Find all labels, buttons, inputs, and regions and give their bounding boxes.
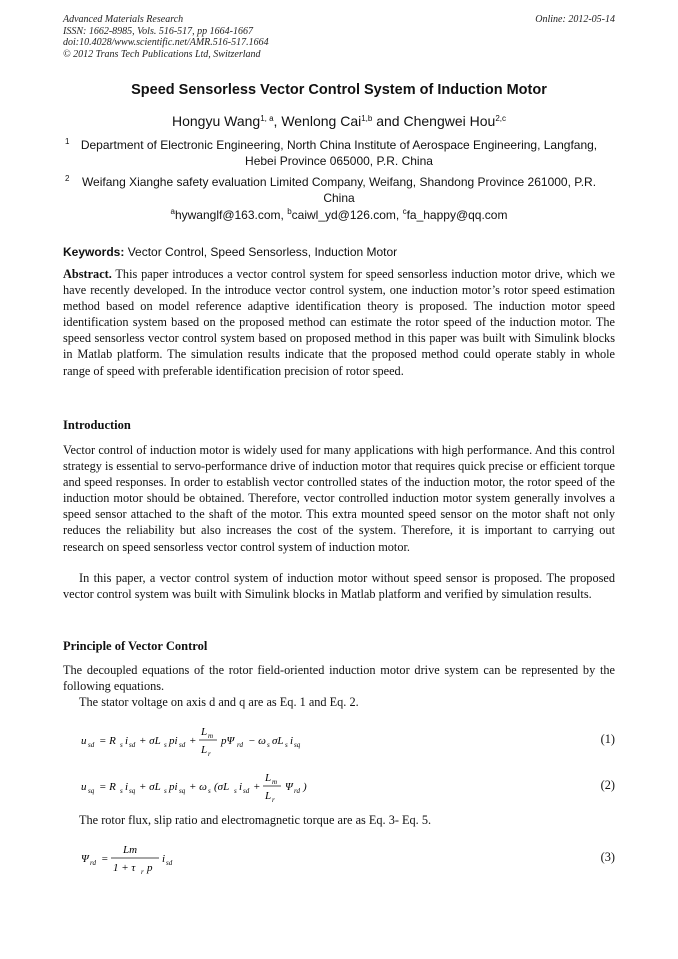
eq1-sub: s <box>164 741 167 749</box>
eq1-body-d: pi <box>169 735 178 747</box>
keywords-text: Vector Control, Speed Sensorless, Induction Motor <box>124 245 398 259</box>
email-list <box>63 208 615 222</box>
eq2-frac-num-sub: m <box>272 778 278 786</box>
equation-number: (2) <box>600 778 615 792</box>
eq1-body-c: + σL <box>139 735 161 747</box>
eq1-body-a: = R <box>99 735 116 747</box>
eq2-sub: sq <box>179 787 186 795</box>
equation-1-formula <box>77 722 337 762</box>
email-sup: a <box>170 207 175 216</box>
author-separator: and <box>372 113 404 129</box>
issn-line: ISSN: 1662-8985, Vols. 516-517, pp 1664-1667 <box>63 25 253 37</box>
eq1-sub: s <box>285 741 288 749</box>
author-name: Wenlong Cai <box>281 113 362 129</box>
eq1-lhs: u <box>81 735 87 747</box>
eq2-sub: s <box>208 787 211 795</box>
eq2-body-c: + σL <box>139 781 161 793</box>
paper-title: Speed Sensorless Vector Control System of Induction Motor <box>131 82 547 98</box>
equation-2-formula <box>77 768 377 808</box>
affiliation <box>63 174 615 206</box>
eq3-sub: sd <box>166 859 173 867</box>
email-sup: c <box>402 207 407 216</box>
journal-header <box>63 14 615 60</box>
eq1-sub: sd <box>129 741 136 749</box>
eq2-sub: rd <box>294 787 300 795</box>
eq1-frac-num: L <box>201 726 208 738</box>
affiliation-number: 2 <box>65 174 70 183</box>
eq3-lhs-sub: rd <box>90 859 96 867</box>
equation-3-formula <box>77 840 237 880</box>
eq2-body-a: = R <box>99 781 116 793</box>
eq2-body-e: + ω <box>189 781 207 793</box>
equation-number: (3) <box>600 850 615 864</box>
principle-paragraph: The rotor flux, slip ratio and electromagnetic torque are as Eq. 3- Eq. 5. <box>79 813 432 827</box>
eq3-frac-den-p: p <box>147 862 153 874</box>
keywords-label: Keywords: <box>63 245 125 259</box>
eq2-plus: + <box>253 781 261 793</box>
eq1-sub: rd <box>237 741 243 749</box>
eq2-close: ) <box>303 781 307 793</box>
affiliation <box>63 137 615 169</box>
eq3-frac-num: Lm <box>123 844 138 856</box>
eq1-sub: sq <box>294 741 301 749</box>
author-name: Chengwei Hou <box>403 113 496 129</box>
email-sup: b <box>287 207 292 216</box>
section-heading-principle: Principle of Vector Control <box>63 639 208 653</box>
author-name: Hongyu Wang <box>171 113 261 129</box>
eq2-sub: s <box>164 787 167 795</box>
author-affil-sup: 1,b <box>361 114 373 123</box>
affiliation-line: Department of Electronic Engineering, North China Institute of Aerospace Engineering, Langfang, <box>80 138 598 152</box>
keywords <box>63 245 615 259</box>
abstract-label: Abstract. <box>63 267 112 281</box>
section-heading-introduction: Introduction <box>63 418 131 432</box>
copyright-line: © 2012 Trans Tech Publications Ltd, Switzerland <box>63 48 261 60</box>
eq2-frac-den: L <box>265 790 272 802</box>
equation-3 <box>63 840 615 880</box>
journal-name: Advanced Materials Research <box>63 14 184 25</box>
eq2-frac-den-sub: r <box>272 796 275 804</box>
eq1-sub: sd <box>179 741 186 749</box>
introduction-paragraph: Vector control of induction motor is widely used for many applications with high performance. And this control strategy is essential to servo-performance drive of induction motor that requires quick precise or efficient torque and speed responses. In order to establish vector controlled states of the induction motor, the rotor speed of the induction motor should be obtained. Therefore, vector controlled induction motor system generally involves a speed sensor attached to the shaft of the motor. This extra mounted speed sensor on the motor shaft not only reduces the reliability but also increases the cost of the system. Therefore, it is important to carrying out research on speed sensorless vector control system of induction motor. <box>63 443 615 554</box>
eq1-lhs-sub: sd <box>88 741 95 749</box>
eq1-body-h: i <box>290 735 294 747</box>
equation-1 <box>63 722 615 762</box>
eq2-body-f: (σL <box>214 781 230 793</box>
eq1-frac-den-sub: r <box>208 750 211 758</box>
author-affil-sup: 1, a <box>260 114 274 123</box>
email-address[interactable]: fa_happy@qq.com <box>406 208 508 222</box>
eq1-body-b: i <box>125 735 129 747</box>
eq2-lhs-sub: sq <box>88 787 95 795</box>
eq2-lhs: u <box>81 781 87 793</box>
principle-paragraph: The decoupled equations of the rotor field-oriented induction motor drive system can be represented by the following equations. <box>63 663 615 694</box>
eq1-frac-num-sub: m <box>208 732 214 740</box>
eq2-body-h: Ψ <box>285 781 293 793</box>
eq3-frac-den: 1 + τ <box>113 862 136 874</box>
eq3-frac-den-sub: r <box>141 868 144 876</box>
eq2-sub: s <box>234 787 237 795</box>
equation-number: (1) <box>600 732 615 746</box>
affiliation-number: 1 <box>65 137 70 146</box>
doi-line: doi:10.4028/www.scientific.net/AMR.516-517.1664 <box>63 37 269 48</box>
author-list <box>63 113 615 129</box>
eq1-body-g: σL <box>272 735 284 747</box>
affiliation-line: Weifang Xianghe safety evaluation Limited Company, Weifang, Shandong Province 261000, P.R. <box>81 175 597 189</box>
abstract <box>63 266 615 379</box>
eq2-sub: sq <box>129 787 136 795</box>
author-affil-sup: 2,c <box>495 114 506 123</box>
eq2-body-g: i <box>239 781 243 793</box>
eq3-body: i <box>162 853 166 865</box>
eq1-body-e: pΨ <box>221 735 235 747</box>
eq1-sub: s <box>120 741 123 749</box>
online-date: Online: 2012-05-14 <box>535 14 615 25</box>
introduction-paragraph: In this paper, a vector control system of induction motor without speed sensor is proposed. The proposed vector control system was built with Simulink blocks in Matlab platform and verified by simulation results. <box>63 571 615 602</box>
abstract-text: This paper introduces a vector control system for speed sensorless induction motor drive, which we have recently developed. In the introduce vector control system, one induction motor’s rotor speed estimation method based on model reference adaptive identification theory is proposed. The induction motor speed identification system based on the proposed method can estimate the rotor speed of the induction motor. The speed sensorless vector control system based on proposed method in this paper was built with Simulink blocks in Matlab platform. The simulation results indicate that the proposed method could operate stably in whole range of speed with preferable identification precision of rotor speed. <box>63 267 615 378</box>
eq2-sub: sd <box>243 787 250 795</box>
author-separator: , <box>273 113 282 129</box>
eq2-body-b: i <box>125 781 129 793</box>
equation-2 <box>63 768 615 808</box>
eq1-sub: s <box>267 741 270 749</box>
eq3-lhs: Ψ <box>81 853 89 865</box>
eq2-body-d: pi <box>169 781 178 793</box>
eq1-body-f: − ω <box>248 735 266 747</box>
affiliation-line: China <box>323 191 355 205</box>
affiliation-line: Hebei Province 065000, P.R. China <box>245 154 433 168</box>
eq1-plus: + <box>189 735 197 747</box>
eq1-frac-den: L <box>201 744 208 756</box>
eq2-sub: s <box>120 787 123 795</box>
email-address[interactable]: caiwl_yd@126.com, <box>291 208 403 222</box>
email-address[interactable]: hywanglf@163.com, <box>174 208 288 222</box>
eq3-eq: = <box>101 853 109 865</box>
eq2-frac-num: L <box>265 772 272 784</box>
principle-paragraph: The stator voltage on axis d and q are as Eq. 1 and Eq. 2. <box>79 695 359 709</box>
